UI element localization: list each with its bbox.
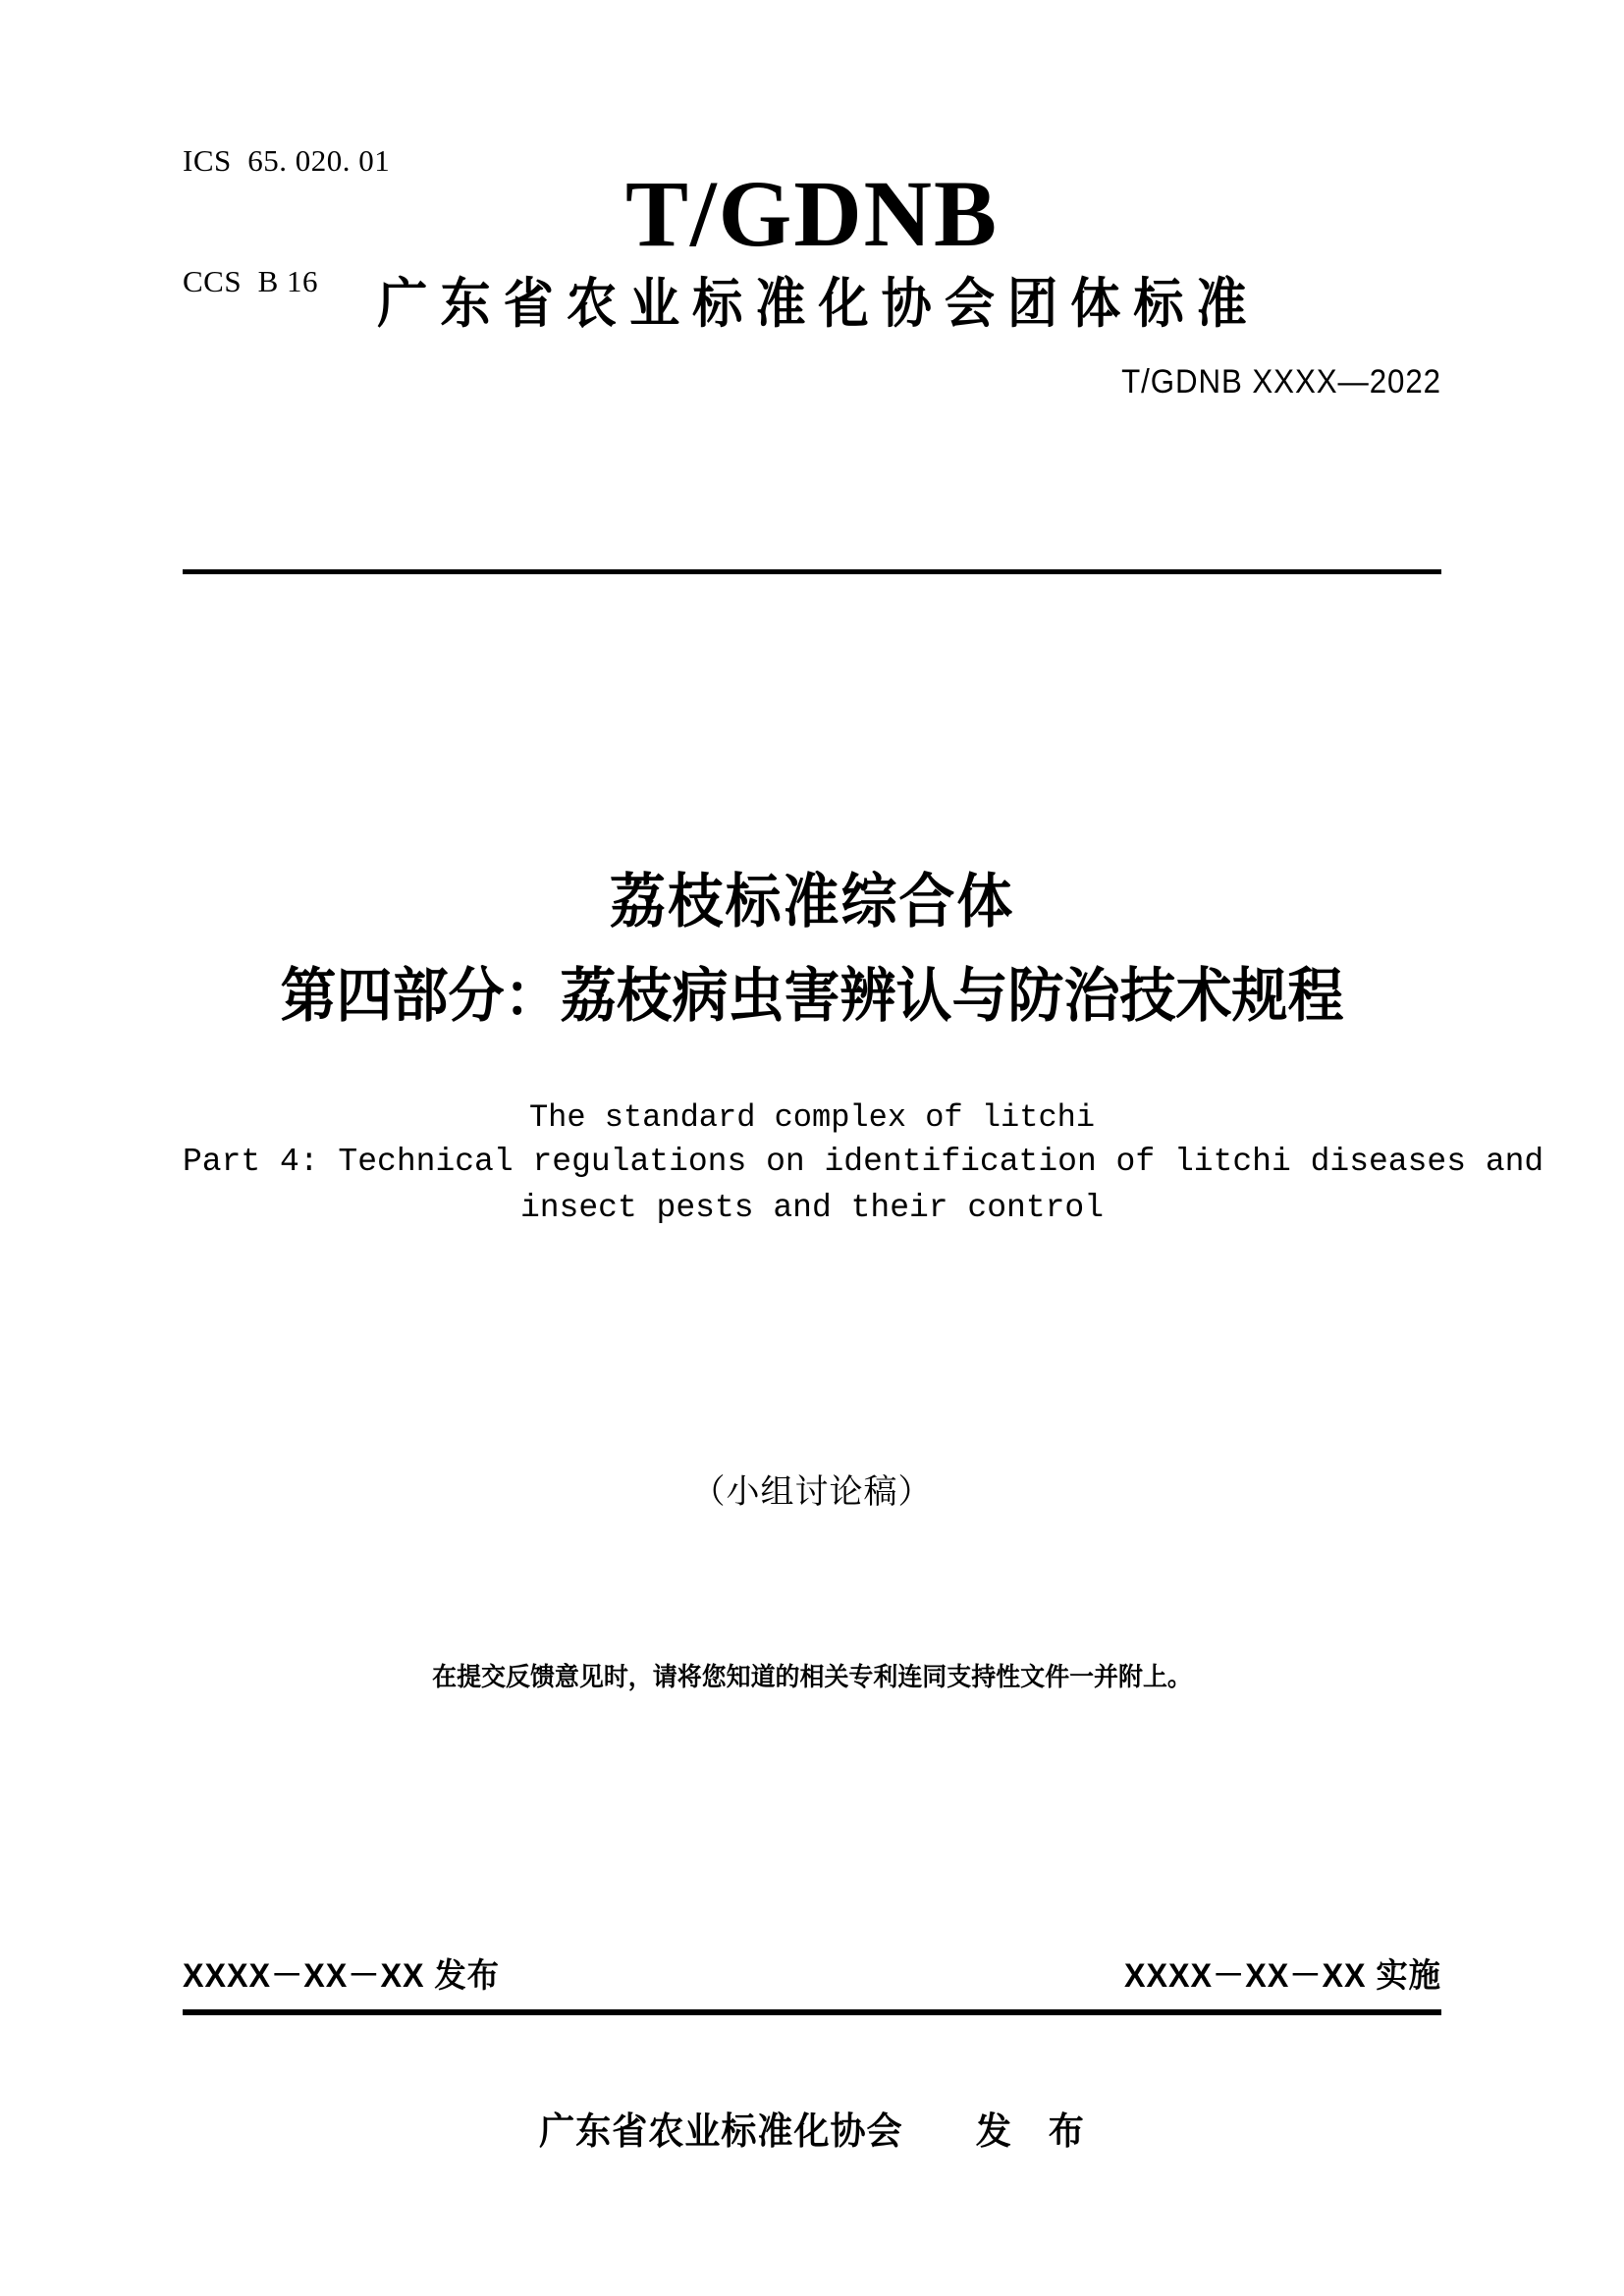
implementation-date: XXXX－XX－XX 实施 — [1124, 1957, 1441, 1995]
page-content-column — [183, 0, 1544, 2296]
draft-status-note: （小组讨论稿） — [691, 1474, 933, 1511]
footer-divider-rule — [183, 2009, 1441, 2015]
title-chinese-main: 荔枝标准综合体 — [609, 869, 1015, 934]
association-banner: 广东省农业标准化协会团体标准 — [377, 272, 1260, 334]
standard-number: T/GDNB XXXX—2022 — [1121, 362, 1441, 400]
header-divider-rule — [183, 569, 1441, 574]
masthead — [183, 161, 1441, 401]
title-english-block — [183, 1095, 1544, 1232]
ccs-code: CCS B 16 — [183, 263, 319, 298]
title-block — [183, 864, 1544, 1232]
patent-notice: 在提交反馈意见时，请将您知道的相关专利连同支持性文件一并附上。 — [432, 1662, 1192, 1691]
footer-dates — [183, 1949, 1441, 1997]
title-english-part-line2: insect pests and their control — [519, 1190, 1105, 1227]
publisher-line: 广东省农业标准化协会 发 布 — [539, 2111, 1085, 2153]
ics-code: ICS 65. 020. 01 — [183, 142, 391, 178]
title-english-main: The standard complex of litchi — [528, 1099, 1096, 1136]
brand-logo: T/GDNB — [624, 161, 1000, 266]
title-chinese-part: 第四部分：荔枝病虫害辨认与防治技术规程 — [280, 963, 1344, 1029]
publish-date: XXXX－XX－XX 发布 — [183, 1957, 500, 1995]
title-english-part-line1: Part 4: Technical regulations on identification of litchi diseases and — [183, 1144, 1544, 1181]
